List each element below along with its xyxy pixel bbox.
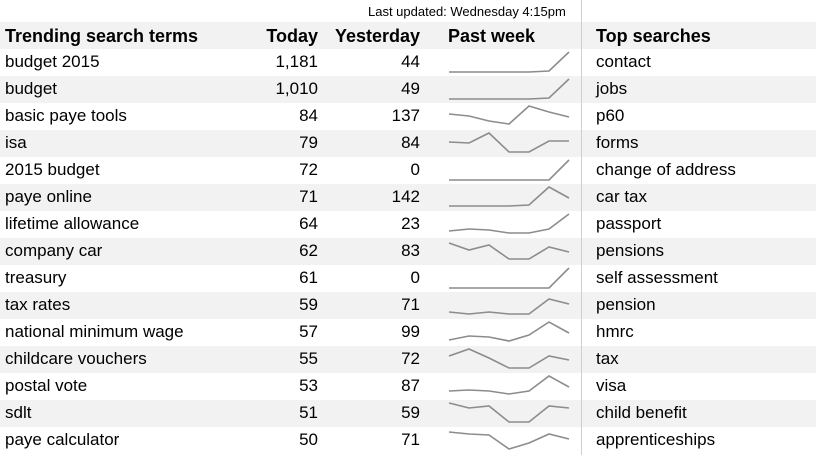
yesterday-count: 84 (401, 133, 420, 152)
past-week-sparkline (448, 158, 570, 183)
header-yesterday: Yesterday (334, 26, 420, 46)
sparkline-series (449, 299, 569, 314)
sparkline-series (449, 322, 569, 341)
table-row (0, 211, 816, 238)
yesterday-count: 49 (401, 79, 420, 98)
trending-term[interactable]: childcare vouchers (5, 349, 147, 368)
top-search-term[interactable]: hmrc (596, 322, 634, 341)
past-week-sparkline (448, 374, 570, 399)
yesterday-count: 87 (401, 376, 420, 395)
today-count: 71 (299, 187, 318, 206)
trending-term[interactable]: company car (5, 241, 103, 260)
table-row (0, 76, 816, 103)
yesterday-count: 71 (401, 295, 420, 314)
last-updated-label: Last updated: Wednesday 4:15pm (368, 4, 566, 19)
today-count: 53 (299, 376, 318, 395)
today-count: 62 (299, 241, 318, 260)
header-today: Today (266, 26, 318, 46)
header-trending-terms: Trending search terms (5, 26, 199, 46)
top-search-term[interactable]: forms (596, 133, 639, 152)
past-week-sparkline (448, 212, 570, 237)
yesterday-count: 71 (401, 430, 420, 449)
yesterday-count: 59 (401, 403, 420, 422)
today-count: 50 (299, 430, 318, 449)
today-count: 1,181 (275, 52, 318, 71)
yesterday-count: 0 (410, 160, 420, 179)
past-week-sparkline (448, 185, 570, 210)
past-week-sparkline (448, 266, 570, 291)
table-row (0, 103, 816, 130)
trending-term[interactable]: budget 2015 (5, 52, 100, 71)
sparkline-series (449, 243, 569, 259)
trending-term[interactable]: postal vote (5, 376, 88, 395)
table-row (0, 400, 816, 427)
today-count: 55 (299, 349, 318, 368)
past-week-sparkline (448, 401, 570, 426)
today-count: 1,010 (275, 79, 318, 98)
past-week-sparkline (448, 428, 570, 453)
sparkline-series (449, 187, 569, 206)
table-row (0, 319, 816, 346)
header-top-searches: Top searches (596, 26, 711, 46)
table-row (0, 427, 816, 454)
sparkline-series (449, 79, 569, 99)
yesterday-count: 83 (401, 241, 420, 260)
past-week-sparkline (448, 347, 570, 372)
sparkline-series (449, 52, 569, 72)
table-row (0, 157, 816, 184)
today-count: 79 (299, 133, 318, 152)
yesterday-count: 0 (410, 268, 420, 287)
today-count: 61 (299, 268, 318, 287)
yesterday-count: 44 (401, 52, 420, 71)
today-count: 51 (299, 403, 318, 422)
yesterday-count: 99 (401, 322, 420, 341)
trending-table-body (0, 49, 816, 454)
sparkline-series (449, 160, 569, 180)
sparkline-series (449, 133, 569, 152)
trending-term[interactable]: lifetime allowance (5, 214, 140, 233)
top-search-term[interactable]: child benefit (596, 403, 687, 422)
trending-term[interactable]: sdlt (5, 403, 32, 422)
table-row (0, 265, 816, 292)
table-row (0, 292, 816, 319)
trending-term[interactable]: paye calculator (5, 430, 120, 449)
top-search-term[interactable]: jobs (596, 79, 628, 98)
sparkline-series (449, 349, 569, 368)
top-search-term[interactable]: visa (596, 376, 627, 395)
trending-term[interactable]: tax rates (5, 295, 71, 314)
trending-term[interactable]: budget (5, 79, 57, 98)
table-row (0, 373, 816, 400)
top-search-term[interactable]: tax (596, 349, 619, 368)
trending-term[interactable]: paye online (5, 187, 92, 206)
table-row (0, 238, 816, 265)
trending-term[interactable]: basic paye tools (5, 106, 127, 125)
column-divider (581, 0, 582, 455)
today-count: 59 (299, 295, 318, 314)
sparkline-series (449, 403, 569, 422)
top-search-term[interactable]: car tax (596, 187, 648, 206)
past-week-sparkline (448, 293, 570, 318)
yesterday-count: 137 (391, 106, 420, 125)
top-search-term[interactable]: passport (596, 214, 662, 233)
table-header (0, 22, 816, 49)
today-count: 84 (299, 106, 318, 125)
today-count: 57 (299, 322, 318, 341)
past-week-sparkline (448, 104, 570, 129)
top-search-term[interactable]: p60 (596, 106, 625, 125)
table-row (0, 130, 816, 157)
sparkline-series (449, 376, 569, 394)
top-search-term[interactable]: pensions (596, 241, 665, 260)
past-week-sparkline (448, 131, 570, 156)
past-week-sparkline (448, 320, 570, 345)
sparkline-series (449, 268, 569, 288)
sparkline-series (449, 214, 569, 233)
today-count: 72 (299, 160, 318, 179)
trending-term[interactable]: isa (5, 133, 27, 152)
top-search-term[interactable]: pension (596, 295, 656, 314)
table-row (0, 184, 816, 211)
sparkline-series (449, 106, 569, 124)
today-count: 64 (299, 214, 318, 233)
status-bar (0, 0, 816, 22)
table-row (0, 346, 816, 373)
header-past-week: Past week (448, 26, 536, 46)
trending-term[interactable]: national minimum wage (5, 322, 184, 341)
trending-term[interactable]: treasury (5, 268, 67, 287)
yesterday-count: 72 (401, 349, 420, 368)
yesterday-count: 23 (401, 214, 420, 233)
past-week-sparkline (448, 77, 570, 102)
trending-term[interactable]: 2015 budget (5, 160, 100, 179)
yesterday-count: 142 (391, 187, 420, 206)
past-week-sparkline (448, 50, 570, 75)
top-search-term[interactable]: self assessment (596, 268, 718, 287)
top-search-term[interactable]: contact (596, 52, 651, 71)
top-search-term[interactable]: change of address (596, 160, 736, 179)
top-search-term[interactable]: apprenticeships (596, 430, 716, 449)
sparkline-series (449, 432, 569, 449)
table-row (0, 49, 816, 76)
past-week-sparkline (448, 239, 570, 264)
